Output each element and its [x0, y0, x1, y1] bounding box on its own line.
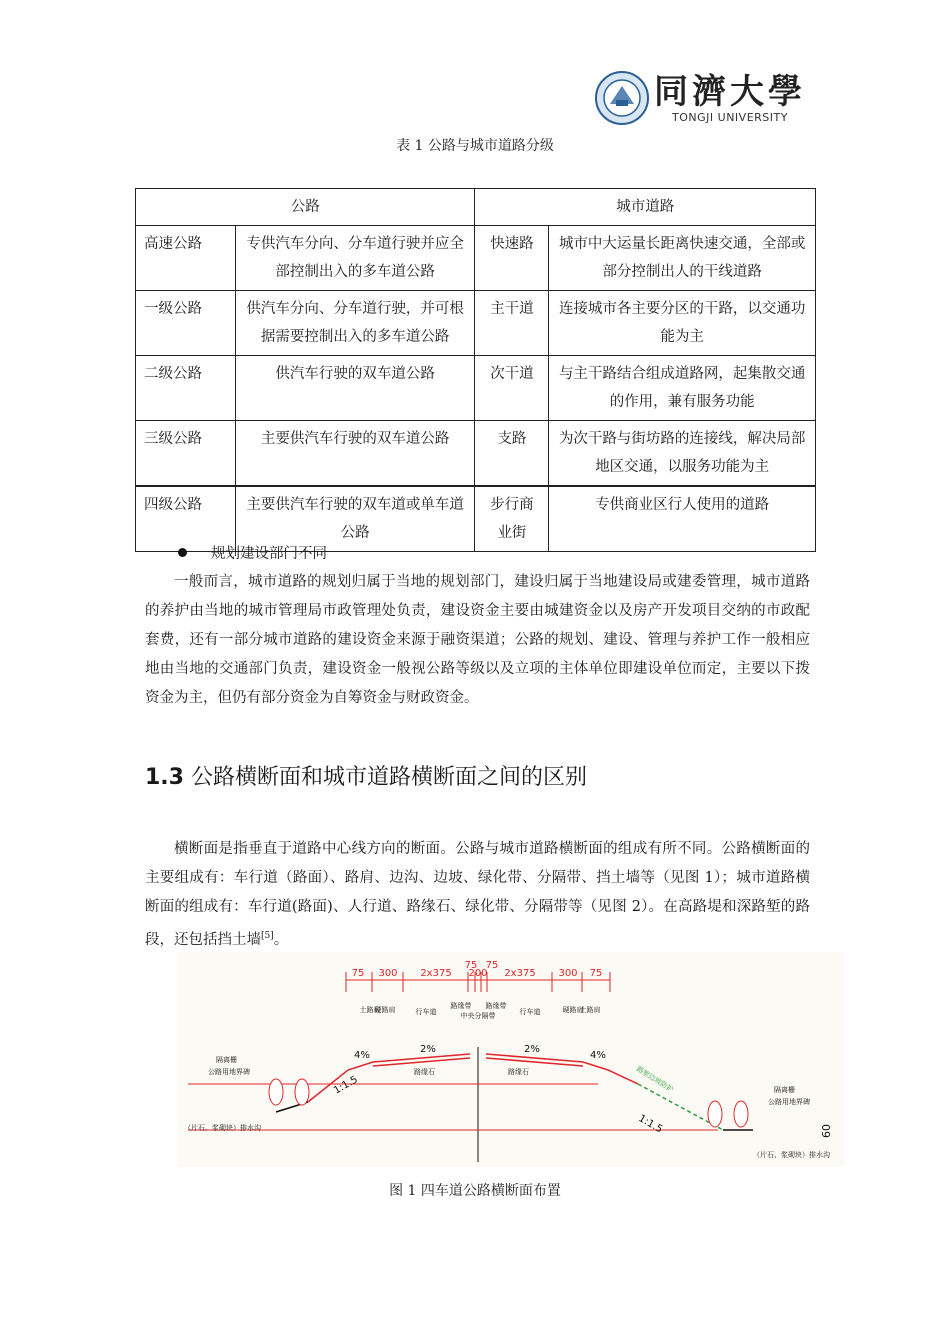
city-road-description: 连接城市各主要分区的干路，以交通功能为主: [549, 291, 816, 356]
fence-label-left: 隔离栅: [216, 1056, 237, 1064]
side-slope-ratio: 1:1.5: [332, 1074, 360, 1097]
label-hard-shoulder-left: 硬路肩: [374, 1006, 396, 1014]
slope-pct: 2%: [420, 1044, 436, 1055]
label-median-edge-right: 路缘带: [485, 1002, 507, 1010]
highway-description: 供汽车分向、分车道行驶，并可根据需要控制出入的多车道公路: [235, 291, 475, 356]
fence-label-right: 隔离栅: [774, 1086, 795, 1094]
road-surface: [188, 1047, 753, 1162]
label-lane-right: 行车道: [519, 1008, 541, 1016]
label-median: 中央分隔带: [460, 1012, 496, 1020]
paragraph-end: 。: [273, 931, 289, 948]
section-heading: [145, 760, 587, 791]
logo-chinese-name: 同濟大學: [654, 71, 806, 112]
dim-label: 300: [378, 968, 398, 979]
city-road-grade: 主干道: [475, 291, 549, 356]
city-road-grade: 步行商业街: [475, 486, 549, 552]
highway-description: 主要供汽车行驶的双车道公路: [235, 421, 475, 487]
cross-section-drawing: [178, 952, 844, 1167]
section-number: 1.3: [145, 765, 184, 790]
dim-label: 2x375: [420, 968, 452, 979]
slope-pct: 4%: [354, 1050, 370, 1061]
body-paragraph: [145, 835, 810, 955]
drain-label-left: （片石、浆砌块）排水沟: [184, 1124, 261, 1132]
highway-description: 主要供汽车行驶的双车道或单车道公路: [235, 486, 475, 552]
table-row: [136, 226, 816, 291]
boundary-stone-left: 公路用地界碑: [208, 1068, 250, 1076]
section-title: 公路横断面和城市道路横断面之间的区别: [190, 765, 587, 790]
city-road-description: 与主干路结合组成道路网，起集散交通的作用，兼有服务功能: [549, 356, 816, 421]
boundary-stone-right: 公路用地界碑: [768, 1098, 810, 1106]
height-dimension: 60: [820, 1124, 833, 1138]
center-curb-right: 路缘石: [508, 1068, 529, 1076]
table-header-row: [136, 189, 816, 226]
label-earth-shoulder-left: 土路肩: [359, 1006, 381, 1014]
header-city-road: 城市道路: [475, 189, 816, 226]
body-paragraph: 一般而言，城市道路的规划归属于当地的规划部门，建设归属于当地建设局或建委管理，城市道路的养护由当地的城市管理局市政管理处负责，建设资金主要由城建资金以及房产开发项目交纳的市政配套费，还有一部分城市道路的建设资金来源于融资渠道；公路的规划、建设、管理与养护工作一般相应地由当地的交通部门负责，建设资金一般视公路等级以及立项的主体单位即建设单位而定，主要以下拨资金为主，但仍有部分资金为自筹资金与财政资金。: [145, 574, 810, 706]
dim-label: 300: [558, 968, 578, 979]
dim-label: 2x375: [504, 968, 536, 979]
center-curb-left: 路缘石: [414, 1068, 435, 1076]
highway-grade: 三级公路: [136, 421, 236, 487]
road-classification-table: [135, 188, 816, 552]
bullet-dot-icon: [178, 548, 187, 557]
city-road-description: 城市中大运量长距离快速交通，全部或部分控制出人的干线道路: [549, 226, 816, 291]
city-road-grade: 次干道: [475, 356, 549, 421]
city-road-description: 为次干路与街坊路的连接线，解决局部地区交通，以服务功能为主: [549, 421, 816, 487]
paragraph-text: 横断面是指垂直于道路中心线方向的断面。公路与城市道路横断面的组成有所不同。公路横断面的主要组成有：车行道（路面）、路肩、边沟、边坡、绿化带、分隔带、挡土墙等（见图 1）；城市道路横断面的组成有：车行道(路面)、人行道、路缘石、绿化带、分隔带等（见图 2）。在高路堤和深路堑的路段，还包括挡土墙: [145, 841, 810, 948]
dim-label: 75: [351, 968, 365, 979]
drain-label-right: （片石、浆砌块）排水沟: [753, 1151, 830, 1159]
dim-label: 75: [589, 968, 603, 979]
bullet-text: 规划建设部门不同: [211, 546, 327, 562]
label-earth-shoulder-right: 土路肩: [579, 1006, 601, 1014]
highway-grade: 四级公路: [136, 486, 236, 552]
highway-grade: 一级公路: [136, 291, 236, 356]
table-caption: 表 1 公路与城市道路分级: [396, 138, 554, 154]
slope-pct: 4%: [590, 1050, 606, 1061]
highway-description: 专供汽车分向、分车道行驶并应全部控制出入的多车道公路: [235, 226, 475, 291]
logo-english-name: TONGJI UNIVERSITY: [672, 110, 788, 124]
highway-grade: 高速公路: [136, 226, 236, 291]
label-lane-left: 行车道: [415, 1008, 437, 1016]
side-slope-ratio: 1:1.5: [636, 1113, 665, 1136]
figure-caption: 图 1 四车道公路横断面布置: [389, 1183, 561, 1199]
dim-label: 75: [485, 960, 499, 971]
dim-label: 200: [468, 968, 488, 979]
table-row: [136, 356, 816, 421]
table-row: [136, 421, 816, 487]
city-road-grade: 支路: [475, 421, 549, 487]
cut-slope-protection: 路堑边坡防护: [634, 1064, 675, 1094]
bullet-item: [178, 542, 327, 563]
label-median-edge-left: 路缘带: [450, 1002, 472, 1010]
city-road-description: 专供商业区行人使用的道路: [549, 486, 816, 552]
highway-description: 供汽车行驶的双车道公路: [235, 356, 475, 421]
slope-pct: 2%: [524, 1044, 540, 1055]
city-road-grade: 快速路: [475, 226, 549, 291]
tongji-logo: [594, 68, 808, 128]
university-seal-icon: [594, 70, 650, 126]
header-highway: 公路: [136, 189, 475, 226]
dim-label: 75: [464, 960, 478, 971]
highway-grade: 二级公路: [136, 356, 236, 421]
citation-ref: [5]: [261, 931, 274, 941]
label-hard-shoulder-right: 硬路肩: [562, 1006, 584, 1014]
table-row: [136, 291, 816, 356]
highway-cross-section-figure: [178, 952, 844, 1167]
